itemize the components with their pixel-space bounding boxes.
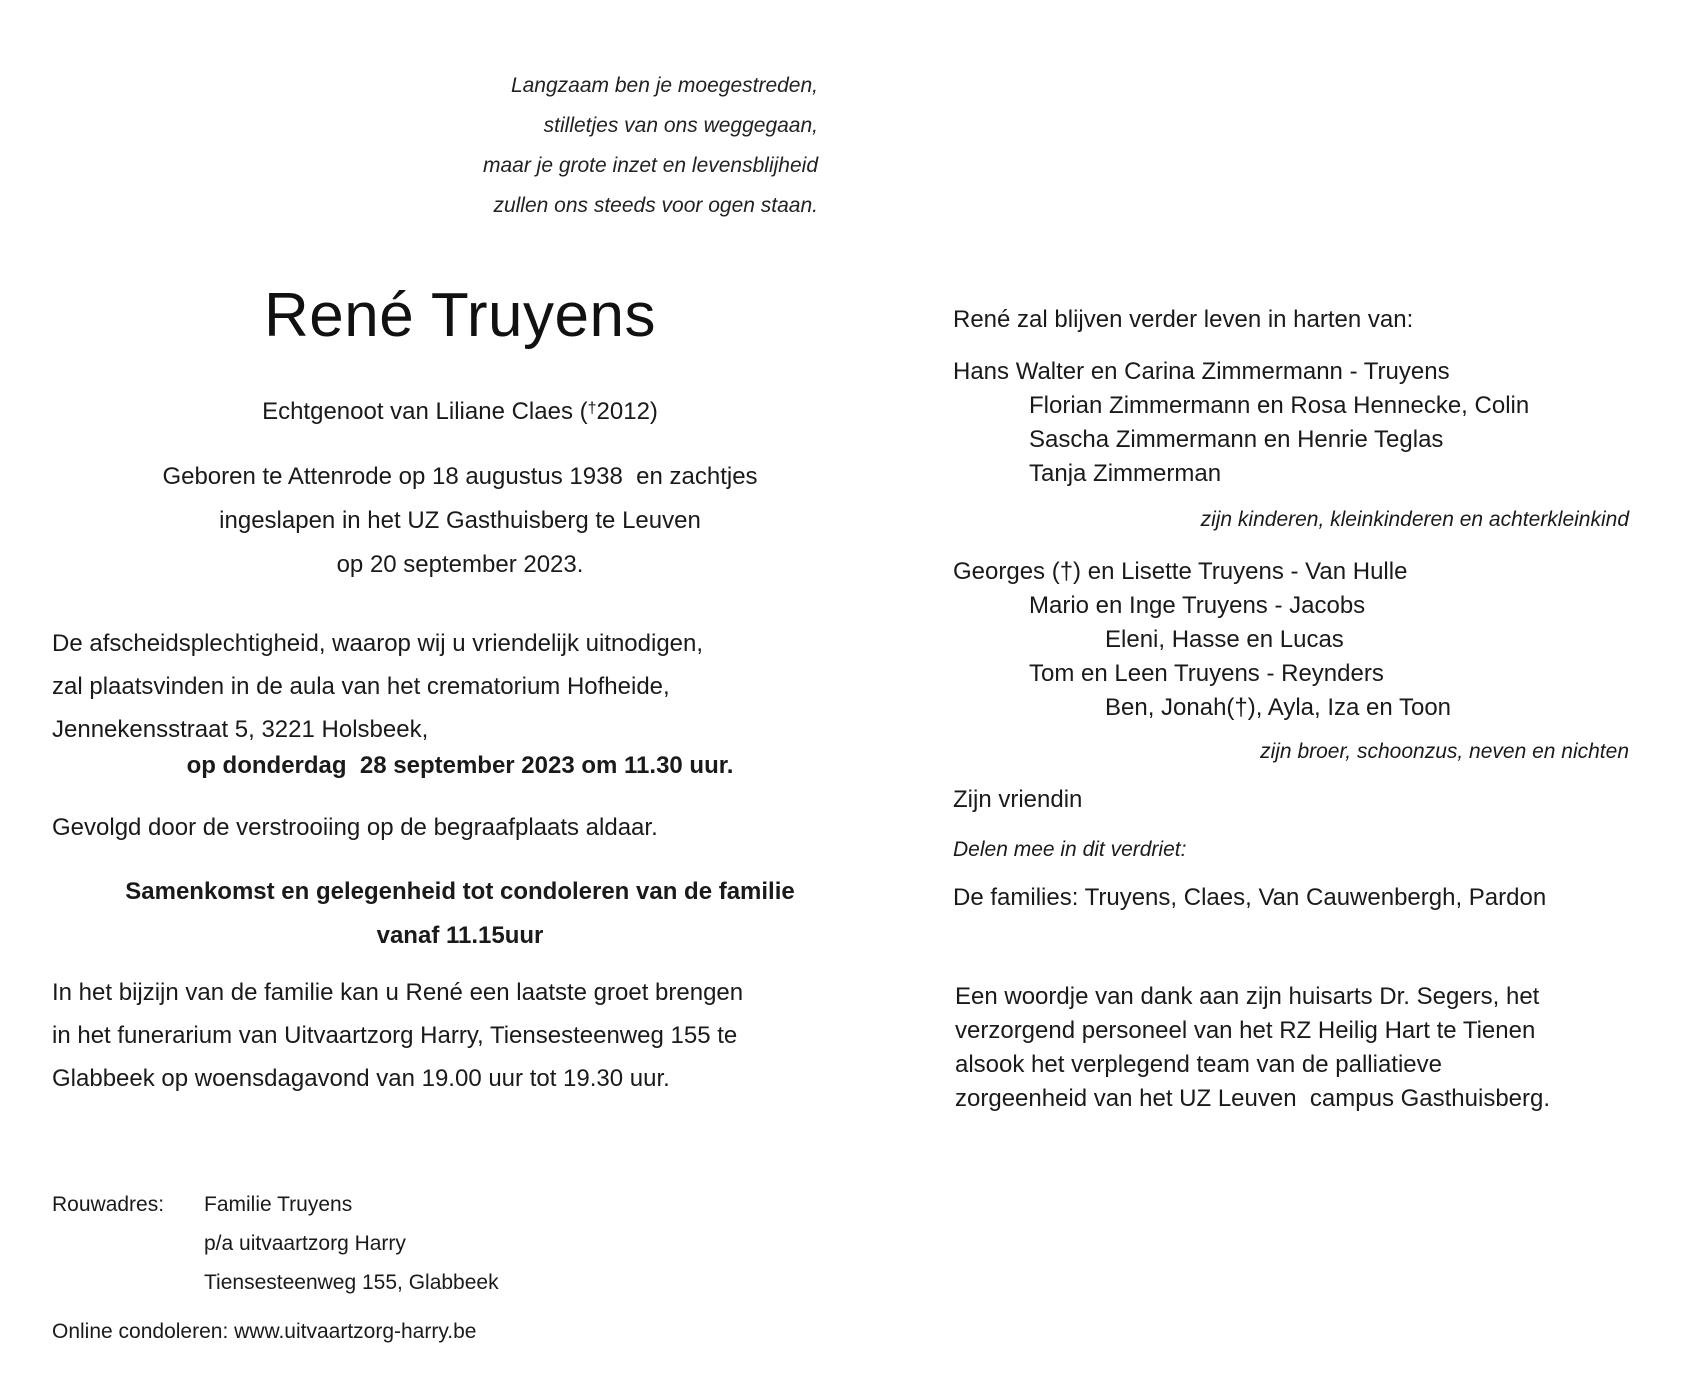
address-line: Familie Truyens: [204, 1193, 353, 1216]
family-member: Tanja Zimmerman: [1029, 460, 1222, 487]
family-head: Georges (†) en Lisette Truyens - Van Hulle: [953, 558, 1408, 585]
gathering-line: Samenkomst en gelegenheid tot condoleren van de familie: [125, 878, 795, 905]
visit-info: [52, 971, 743, 1100]
birth-line: Geboren te Attenrode op 18 augustus 1938 en zachtjes: [162, 463, 758, 490]
address-lines: [204, 1185, 499, 1302]
visit-line: In het bijzijn van de familie kan u René een laatste groet brengen: [52, 979, 744, 1006]
spouse-text: Echtgenoot van Liliane Claes (: [262, 398, 588, 425]
family-intro: René zal blijven verder leven in harten van:: [953, 306, 1414, 333]
family-group-children: [953, 355, 1529, 491]
ceremony-line: zal plaatsvinden in de aula van het crematorium Hofheide,: [52, 673, 670, 700]
poem-line: maar je grote inzet en levensblijheid: [482, 154, 818, 177]
thanks-line: alsook het verplegend team van de palliatieve: [955, 1051, 1442, 1078]
friend-line: Zijn vriendin: [953, 786, 1083, 813]
families-line: De families: Truyens, Claes, Van Cauwenbergh, Pardon: [953, 884, 1547, 911]
gathering-line: vanaf 11.15uur: [376, 922, 544, 949]
visit-line: Glabbeek op woensdagavond van 19.00 uur tot 19.30 uur.: [52, 1065, 670, 1092]
address-line: Tiensesteenweg 155, Glabbeek: [204, 1271, 499, 1294]
relation-label: zijn kinderen, kleinkinderen en achterkleinkind: [1200, 508, 1629, 531]
deceased-name: René Truyens: [264, 281, 656, 350]
scattering-info: Gevolgd door de verstrooiing op de begraafplaats aldaar.: [52, 814, 658, 841]
family-member: Sascha Zimmermann en Henrie Teglas: [1029, 426, 1444, 453]
poem-line: Langzaam ben je moegestreden,: [510, 74, 818, 97]
thanks-line: zorgeenheid van het UZ Leuven campus Gasthuisberg.: [955, 1085, 1551, 1112]
relation-label: zijn broer, schoonzus, neven en nichten: [1260, 740, 1629, 763]
ceremony-line: Jennekensstraat 5, 3221 Holsbeek,: [52, 716, 429, 743]
address-line: p/a uitvaartzorg Harry: [204, 1232, 406, 1255]
family-member: Eleni, Hasse en Lucas: [1105, 626, 1344, 653]
family-head: Hans Walter en Carina Zimmermann - Truyens: [953, 358, 1450, 385]
family-member: Ben, Jonah(†), Ayla, Iza en Toon: [1105, 694, 1452, 721]
family-member: Mario en Inge Truyens - Jacobs: [1029, 592, 1366, 619]
spouse-line: [100, 398, 820, 426]
poem-line: zullen ons steeds voor ogen staan.: [493, 194, 818, 217]
ceremony-date: op donderdag 28 september 2023 om 11.30 uur.: [186, 752, 734, 779]
family-group-siblings: [953, 555, 1451, 725]
address-label: Rouwadres:: [52, 1193, 165, 1216]
birth-death-info: [60, 455, 860, 587]
spouse-year: 2012): [596, 398, 658, 425]
share-label: Delen mee in dit verdriet:: [953, 838, 1187, 861]
ceremony-line: De afscheidsplechtigheid, waarop wij u vriendelijk uitnodigen,: [52, 630, 704, 657]
mourning-address: [52, 1185, 499, 1302]
thanks-line: verzorgend personeel van het RZ Heilig Hart te Tienen: [955, 1017, 1536, 1044]
birth-line: op 20 september 2023.: [336, 551, 584, 578]
family-member: Florian Zimmermann en Rosa Hennecke, Colin: [1029, 392, 1530, 419]
visit-line: in het funerarium van Uitvaartzorg Harry, Tiensesteenweg 155 te: [52, 1022, 738, 1049]
gathering-info: [60, 870, 860, 958]
poem: [380, 66, 818, 226]
birth-line: ingeslapen in het UZ Gasthuisberg te Leuven: [219, 507, 701, 534]
online-condolence: Online condoleren: www.uitvaartzorg-harry.be: [52, 1320, 477, 1343]
poem-line: stilletjes van ons weggegaan,: [543, 114, 818, 137]
family-member: Tom en Leen Truyens - Reynders: [1029, 660, 1384, 687]
cross-icon: †: [587, 400, 597, 417]
thanks-line: Een woordje van dank aan zijn huisarts Dr. Segers, het: [955, 983, 1540, 1010]
ceremony-info: [52, 622, 703, 751]
thanks-note: [955, 980, 1550, 1116]
